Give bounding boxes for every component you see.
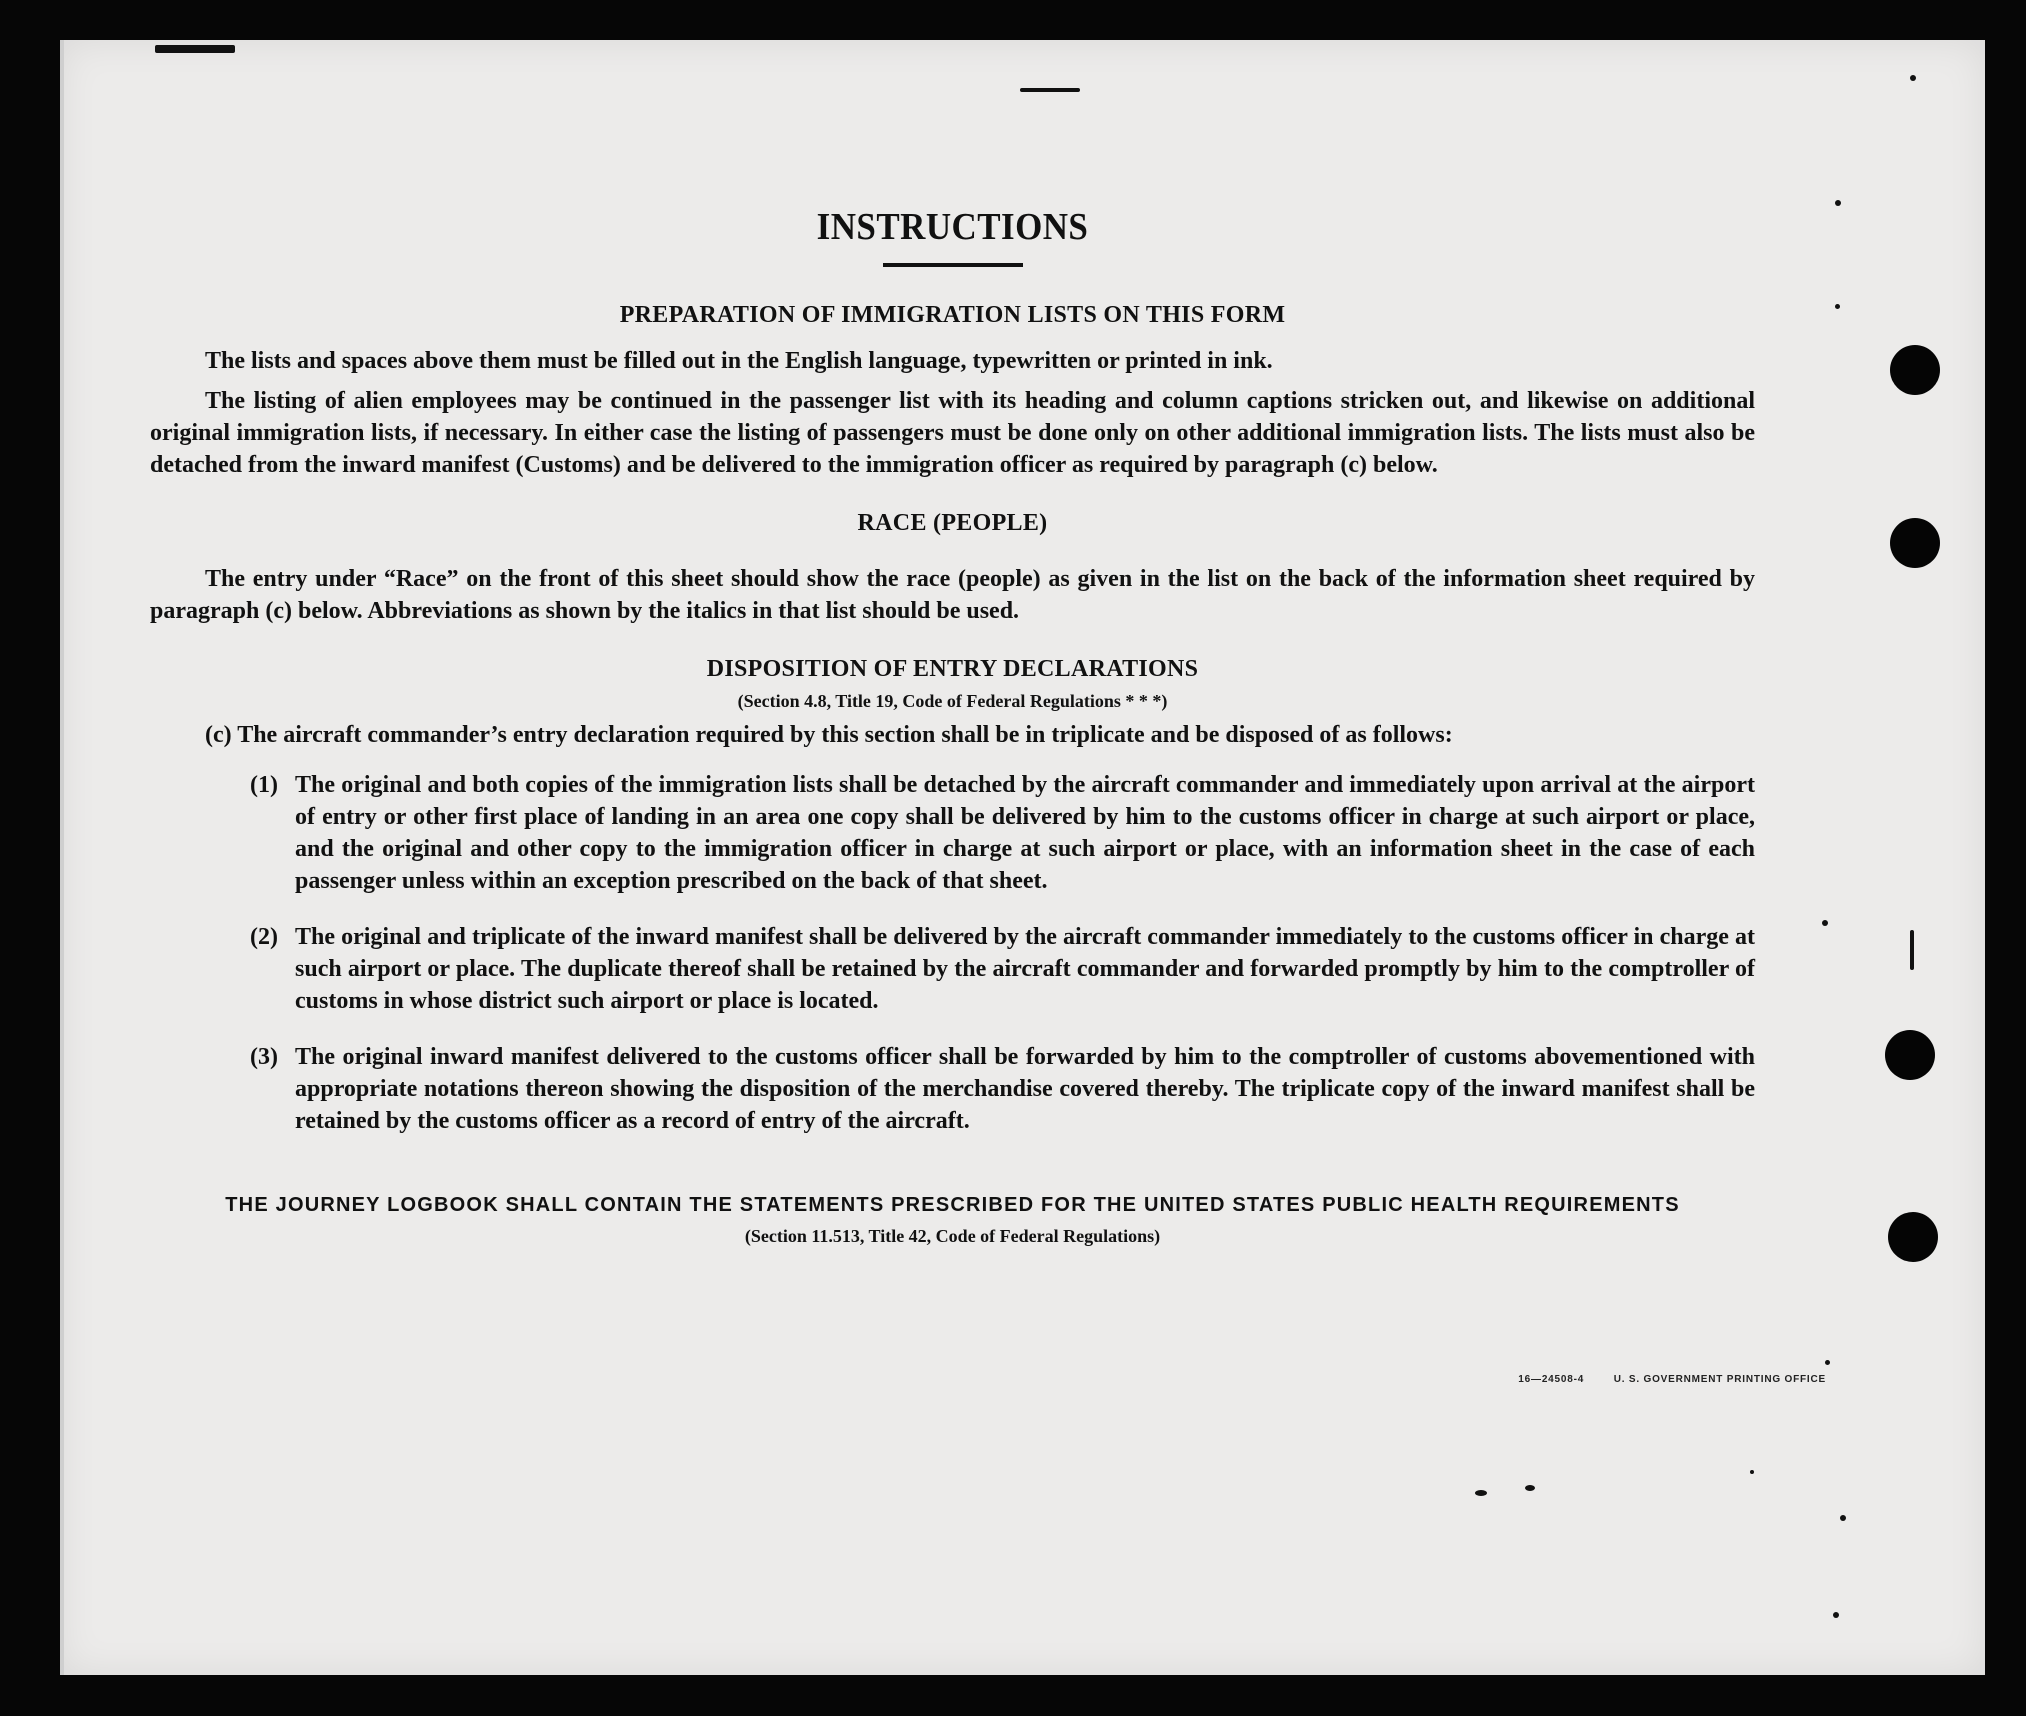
page-title: INSTRUCTIONS: [816, 206, 1089, 248]
preparation-paragraph-2: The listing of alien employees may be continued in the passenger list with its heading and column captions stricken out, and likewise on additional original immigration lists, if necessary. In either case the listing of passengers must be done only on other additional immigration lists. The lists must also be detached from the inward manifest (Customs) and be delivered to the immigration officer as required by paragraph (c) below.: [150, 388, 1755, 478]
section-heading-preparation: PREPARATION OF IMMIGRATION LISTS ON THIS FORM: [619, 302, 1286, 328]
list-item: [250, 769, 1755, 897]
scan-edge: [60, 40, 64, 1675]
preparation-paragraph-1: The lists and spaces above them must be filled out in the English language, typewritten or printed in ink.: [205, 348, 1273, 374]
section-heading-race: RACE (PEOPLE): [857, 510, 1048, 536]
scan-speck: [1475, 1490, 1487, 1496]
scan-speck: [1835, 304, 1840, 309]
scan-speck: [1825, 1360, 1830, 1365]
punch-hole: [1885, 1030, 1935, 1080]
disposition-intro: (c) The aircraft commander’s entry declaration required by this section shall be in triplicate and be disposed of as follows:: [205, 722, 1453, 748]
list-item-number: (3): [250, 1044, 278, 1070]
list-item: [250, 921, 1755, 1017]
race-paragraph: The entry under “Race” on the front of this sheet should show the race (people) as given in the list on the back of the information sheet required by paragraph (c) below. Abbreviations as shown by the italics in that list should be used.: [150, 566, 1755, 624]
scan-speck: [1020, 88, 1080, 92]
scan-speck: [1835, 200, 1841, 206]
form-number: 16—24508-4: [1518, 1374, 1585, 1385]
instructions-body: [150, 205, 1755, 1249]
scan-speck: [1822, 920, 1828, 926]
title-underline: [883, 263, 1023, 267]
scan-speck: [1910, 930, 1914, 970]
printer-imprint: [1518, 1374, 1826, 1385]
list-item-number: (1): [250, 772, 278, 798]
public-health-citation: (Section 11.513, Title 42, Code of Federal Regulations): [744, 1226, 1161, 1246]
scan-speck: [1525, 1485, 1535, 1491]
public-health-statement: THE JOURNEY LOGBOOK SHALL CONTAIN THE STATEMENTS PRESCRIBED FOR THE UNITED STATES PUBLIC HEALTH REQUIREMENTS: [225, 1194, 1680, 1216]
scan-speck: [1840, 1515, 1846, 1521]
punch-hole: [1890, 345, 1940, 395]
punch-hole: [1890, 518, 1940, 568]
list-item-text: The original inward manifest delivered to the customs officer shall be forwarded by him to the comptroller of customs abovementioned with appropriate notations thereon showing the disposition of the merchandise covered thereby. The triplicate copy of the inward manifest shall be retained by the customs officer as a record of entry of the aircraft.: [295, 1044, 1755, 1134]
list-item-text: The original and both copies of the immigration lists shall be detached by the aircraft commander and immediately upon arrival at the airport of entry or other first place of landing in an area one copy shall be delivered by him to the customs officer in charge at such airport or place, and the original and other copy to the immigration officer in charge at such airport or place, with an information sheet in the case of each passenger unless within an exception prescribed on the back of that sheet.: [295, 772, 1755, 894]
section-heading-disposition: DISPOSITION OF ENTRY DECLARATIONS: [706, 656, 1199, 682]
scan-speck: [1910, 75, 1916, 81]
list-item-number: (2): [250, 924, 278, 950]
scan-speck: [155, 45, 235, 53]
disposition-citation: (Section 4.8, Title 19, Code of Federal Regulations * * *): [737, 691, 1168, 711]
list-item: [250, 1041, 1755, 1137]
printer-name: U. S. GOVERNMENT PRINTING OFFICE: [1613, 1374, 1826, 1385]
scan-speck: [1833, 1612, 1839, 1618]
punch-hole: [1888, 1212, 1938, 1262]
scan-speck: [1750, 1470, 1754, 1474]
list-item-text: The original and triplicate of the inward manifest shall be delivered by the aircraft commander immediately to the customs officer in charge at such airport or place. The duplicate thereof shall be retained by the aircraft commander and forwarded promptly by him to the comptroller of customs in whose district such airport or place is located.: [295, 924, 1755, 1014]
